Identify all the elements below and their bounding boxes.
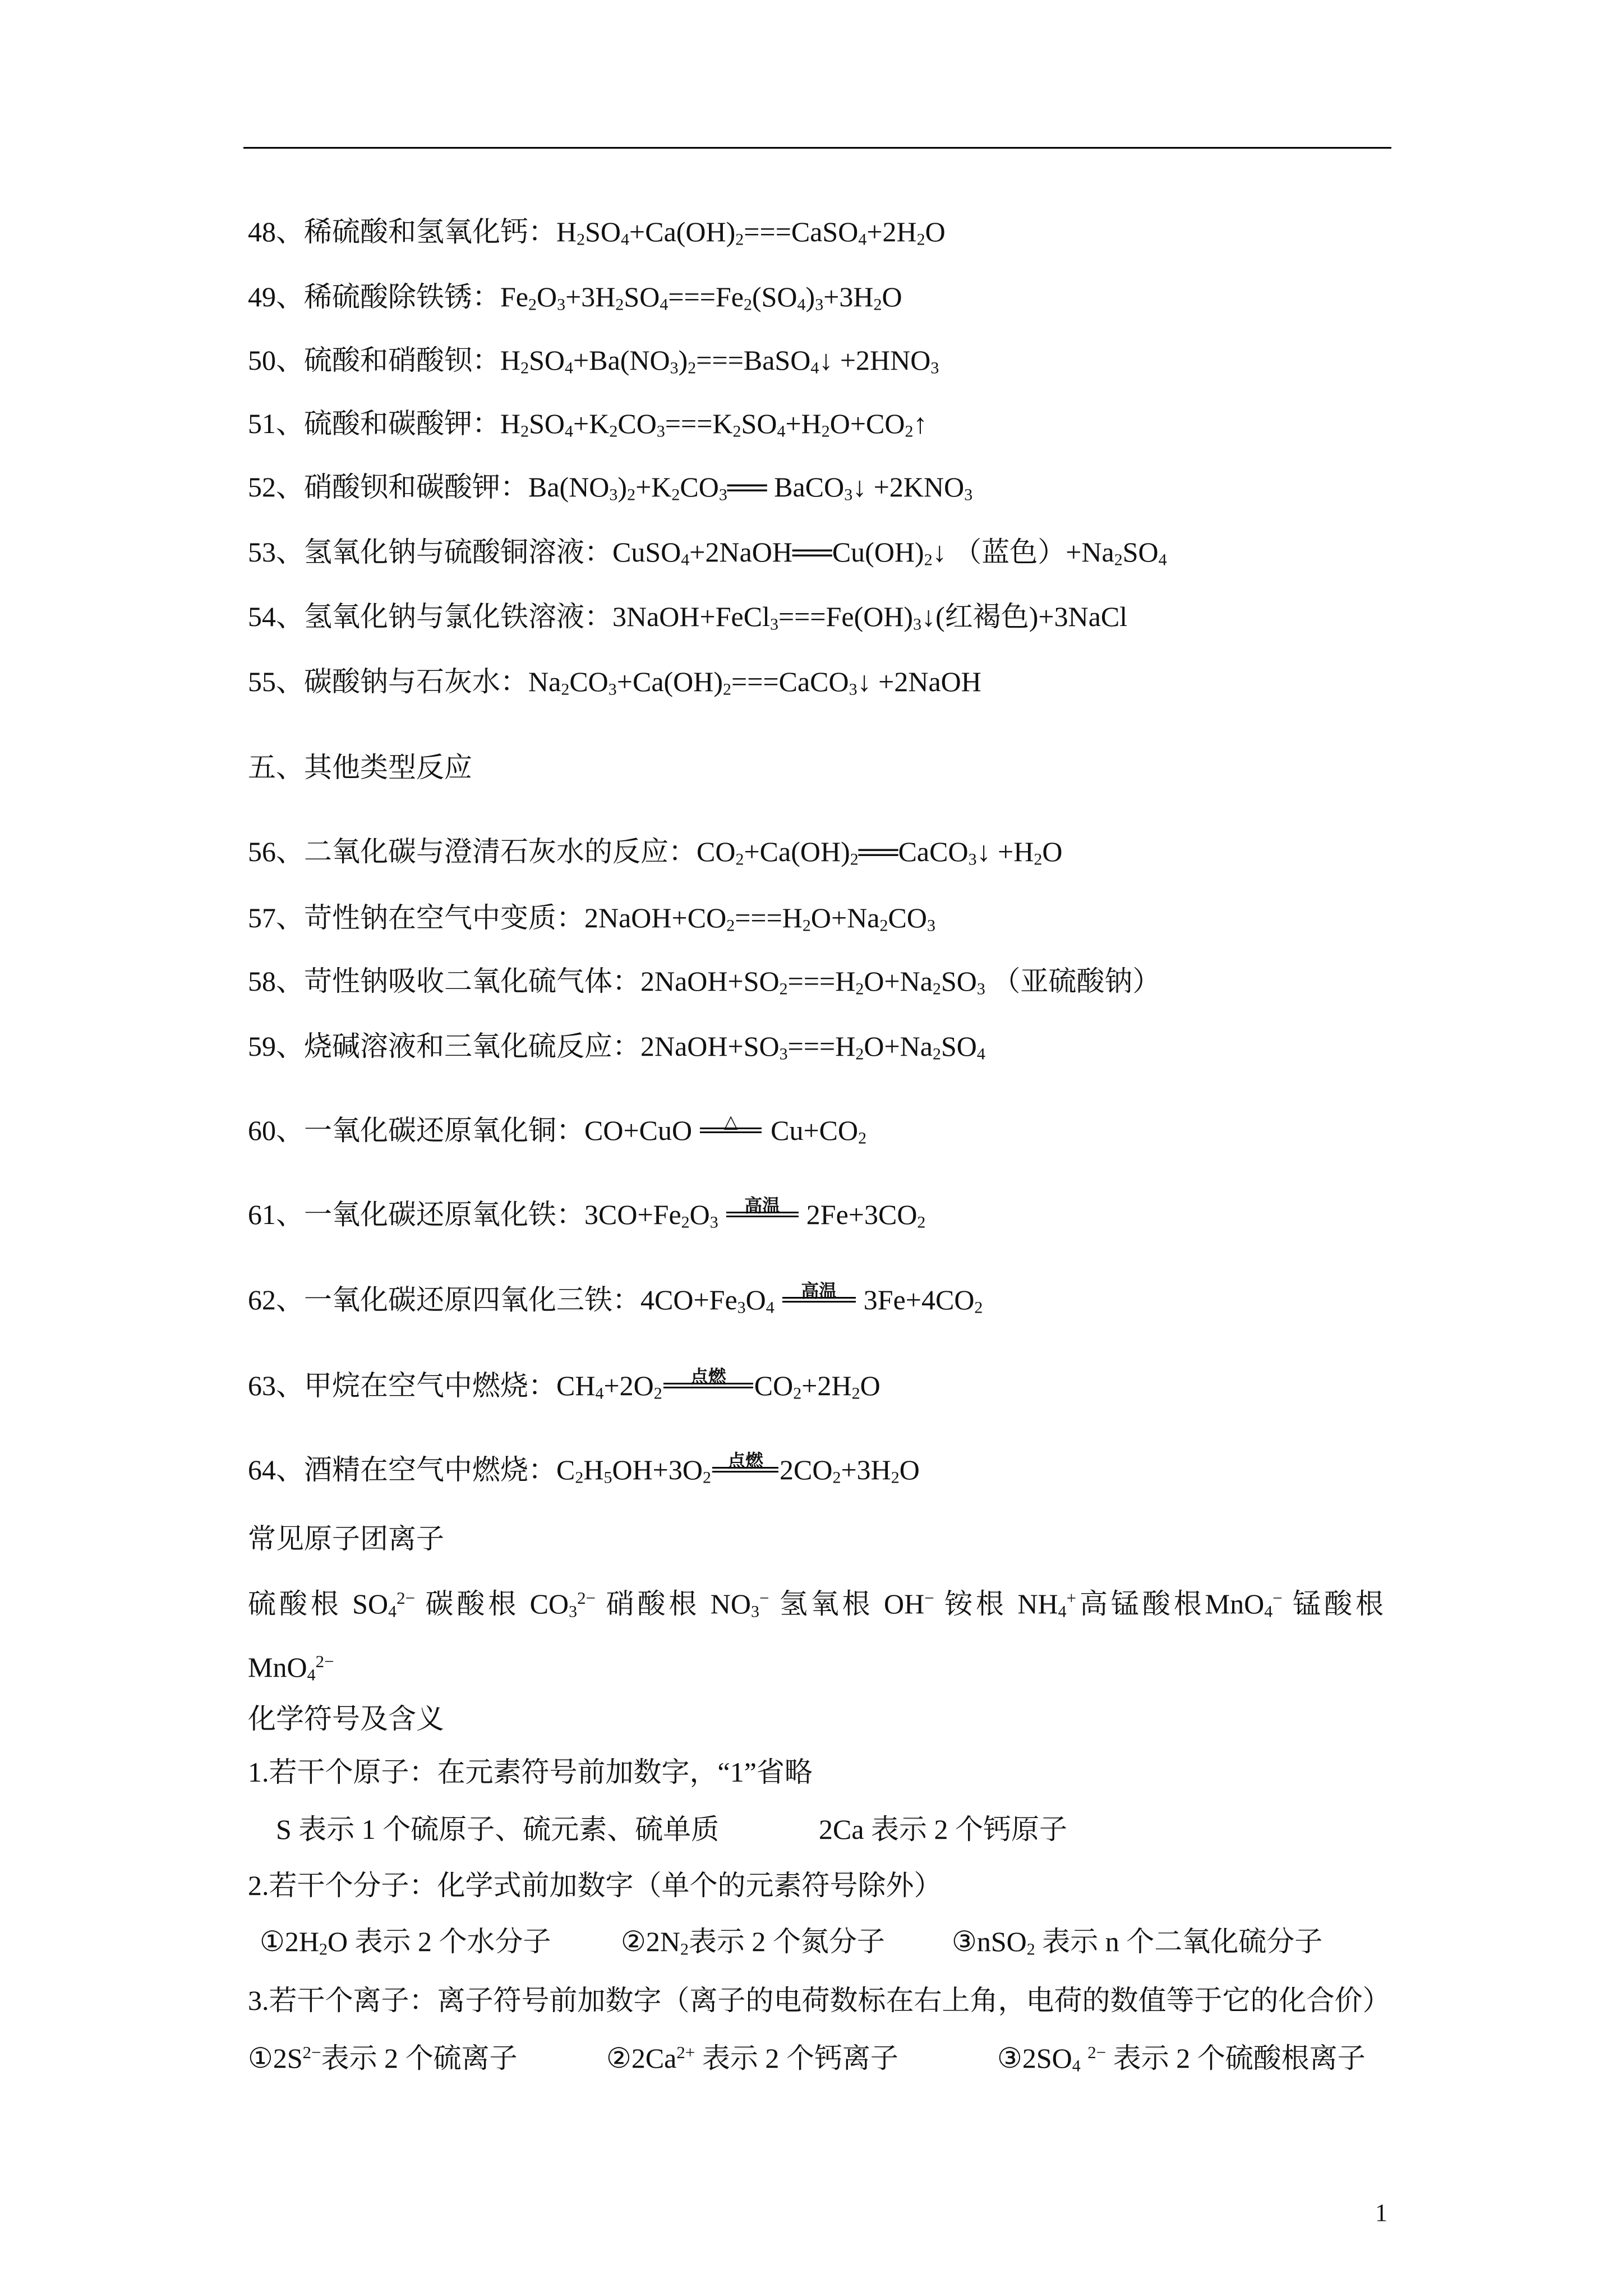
subscript: 3	[926, 916, 935, 935]
subscript: 2	[858, 1129, 867, 1148]
subscript: 2	[917, 1213, 926, 1232]
text-run: O+Na	[810, 902, 880, 933]
subscript: 2	[743, 295, 752, 314]
subscript: 2	[735, 230, 744, 249]
text-run: +2H	[801, 1370, 852, 1401]
text-run: ===CaCO	[731, 666, 849, 697]
text-run: 硫酸根 SO	[248, 1588, 389, 1619]
equals-double-line	[700, 1128, 762, 1133]
text-run: 52、硝酸钡和碳酸钾：Ba(NO	[248, 471, 610, 503]
subscript: 4	[565, 358, 574, 378]
subscript: 2	[802, 916, 811, 935]
subscript: 2	[680, 1940, 689, 1959]
subscript: 4	[766, 1298, 774, 1317]
text-run: +Ca(OH)	[629, 216, 736, 247]
reaction-57	[248, 901, 935, 935]
text-run: O 表示 2 个水分子	[327, 1926, 551, 1957]
molecules-example-1	[260, 1925, 551, 1958]
reaction-59	[248, 1029, 985, 1063]
reaction-condition	[663, 1367, 753, 1395]
subscript: 3	[968, 850, 977, 869]
subscript: 2	[850, 850, 859, 869]
subscript: 3	[656, 422, 665, 441]
text-run: SO	[585, 216, 621, 247]
subscript: 2	[319, 1940, 328, 1959]
text-run: 高锰酸根MnO	[1076, 1588, 1265, 1619]
subscript: 2	[575, 1468, 584, 1487]
subscript: 4	[858, 230, 867, 249]
subscript: 2	[726, 916, 735, 935]
subscript: 2	[851, 1384, 860, 1403]
text-run: Cu+CO	[771, 1115, 859, 1146]
subscript: 2	[609, 422, 618, 441]
text-run: SO	[940, 1030, 977, 1062]
text-run: CO	[680, 471, 719, 503]
text-run: ===Fe(OH)	[778, 601, 914, 632]
text-run: 51、硫酸和碳酸钾：H	[248, 408, 521, 439]
ions-rule: 3.若干个离子：离子符号前加数字（离子的电荷数标在右上角，电荷的数值等于它的化合价）	[248, 1985, 1391, 2016]
text-run: +Ca(OH)	[616, 666, 723, 697]
reaction-56	[248, 835, 1063, 868]
subscript: 4	[1264, 1602, 1273, 1621]
subscript: 3	[849, 680, 857, 699]
subscript: 2	[615, 295, 624, 314]
condition-text: 高温	[744, 1195, 781, 1217]
text-run: 氢氧根 OH	[769, 1588, 925, 1619]
subscript: 2	[924, 550, 933, 569]
text-run: 表示 2 个硫酸根离子	[1106, 2042, 1366, 2074]
subscript: 3	[815, 295, 824, 314]
text-run: +K	[635, 471, 672, 503]
subscript: 2	[891, 1468, 900, 1487]
ion-list-continued	[248, 1650, 334, 1684]
ions-example-1	[248, 2041, 518, 2075]
reaction-61	[248, 1196, 925, 1230]
text-run: ↓ （蓝色）+Na	[932, 536, 1114, 568]
reaction-62	[248, 1281, 983, 1315]
text-run: )	[678, 344, 688, 376]
text-run: +K	[573, 408, 610, 439]
text-run: ↑	[913, 408, 928, 439]
ion-list	[248, 1587, 1384, 1621]
equals-double-line	[726, 1212, 799, 1217]
subscript: 3	[779, 1045, 788, 1064]
text-run: 48、稀硫酸和氢氧化钙：H	[248, 216, 577, 247]
text-run: ②2N	[621, 1926, 680, 1957]
text-run: ③nSO	[952, 1926, 1027, 1957]
superscript: 2−	[315, 1651, 334, 1671]
text-run: CO	[569, 666, 608, 697]
subscript: 4	[565, 422, 574, 441]
equals-double-line	[663, 1383, 753, 1388]
text-run: ↓ +H	[976, 836, 1034, 867]
text-run: ===H	[735, 902, 803, 933]
text-run: 硝酸根 NO	[596, 1588, 751, 1619]
text-run: 62、一氧化碳还原四氧化三铁：4CO+Fe	[248, 1284, 737, 1315]
text-run: O	[925, 216, 946, 247]
subscript: 3	[557, 295, 566, 314]
text-run: 表示 2 个硫离子	[321, 2042, 518, 2074]
text-run: ②2Ca	[606, 2042, 677, 2074]
subscript: 4	[976, 1045, 985, 1064]
subscript: 4	[797, 295, 806, 314]
superscript: 2+	[676, 2042, 695, 2062]
atoms-example-2: 2Ca 表示 2 个钙原子	[819, 1814, 1068, 1845]
text-run: ===H	[787, 965, 856, 997]
atoms-rule: 1.若干个原子：在元素符号前加数字，“1”省略	[248, 1756, 813, 1788]
text-run: CO	[617, 408, 657, 439]
text-run: （亚硫酸钠）	[985, 965, 1161, 997]
subscript: 2	[905, 422, 914, 441]
text-run: SO	[940, 965, 977, 997]
text-run: O	[537, 281, 557, 312]
subscript: 5	[603, 1468, 612, 1487]
text-run: ↓(红褐色)+3NaCl	[921, 601, 1128, 632]
text-run: CO	[888, 902, 927, 933]
text-run: SO	[1122, 536, 1159, 568]
subscript: 3	[769, 615, 778, 634]
reaction-49	[248, 280, 902, 314]
text-run: O	[1042, 836, 1063, 867]
subscript: 2	[735, 850, 744, 869]
symbols-heading: 化学符号及含义	[248, 1703, 444, 1734]
reaction-condition	[700, 1112, 762, 1140]
subscript: 3	[670, 358, 679, 378]
subscript: 2	[703, 1468, 711, 1487]
subscript: 3	[913, 615, 922, 634]
text-run: +3H	[823, 281, 874, 312]
text-run: 3Fe+4CO	[863, 1284, 975, 1315]
text-run: O	[860, 1370, 880, 1401]
text-run: ===BaSO	[696, 344, 811, 376]
text-run: +H	[785, 408, 822, 439]
text-run: ══CaCO	[858, 836, 969, 867]
superscript: −	[759, 1588, 769, 1608]
subscript: 2	[779, 979, 788, 999]
text-run: 2Fe+3CO	[806, 1199, 917, 1230]
superscript: 2−	[577, 1588, 596, 1608]
text-run: 锰酸根	[1282, 1588, 1384, 1619]
subscript: 2	[520, 422, 529, 441]
reaction-54	[248, 600, 1127, 633]
text-run: +3H	[841, 1454, 891, 1485]
subscript: 2	[932, 1045, 941, 1064]
subscript: 4	[1072, 2056, 1081, 2076]
subscript: 4	[388, 1602, 397, 1621]
superscript: 2−	[396, 1588, 416, 1608]
reaction-53	[248, 535, 1167, 569]
subscript: 4	[307, 1665, 316, 1685]
text-run: ===Fe	[668, 281, 744, 312]
ions-heading: 常见原子团离子	[248, 1523, 444, 1554]
subscript: 2	[832, 1468, 841, 1487]
subscript: 2	[528, 295, 537, 314]
text-run: SO	[741, 408, 777, 439]
reaction-51	[248, 407, 928, 440]
text-run: 55、碳酸钠与石灰水：Na	[248, 666, 561, 697]
equals-double-line	[712, 1467, 778, 1473]
reaction-48	[248, 215, 946, 249]
text-run: 63、甲烷在空气中燃烧：CH	[248, 1370, 596, 1401]
subscript: 2	[974, 1298, 983, 1317]
superscript: −	[924, 1588, 934, 1608]
subscript: 2	[671, 485, 680, 504]
text-run: 61、一氧化碳还原氧化铁：3CO+Fe	[248, 1199, 681, 1230]
text-run: 表示 2 个氮分子	[688, 1926, 885, 1957]
text-run: ①2S	[248, 2042, 303, 2074]
text-run: CO	[754, 1370, 794, 1401]
subscript: 2	[932, 979, 941, 999]
text-run: ③2SO	[997, 2042, 1072, 2074]
text-run: 57、苛性钠在空气中变质：2NaOH+CO	[248, 902, 727, 933]
text-run: 铵根 NH	[934, 1588, 1058, 1619]
text-run: ===CaSO	[744, 216, 859, 247]
text-run: ①2H	[260, 1926, 319, 1957]
page-number: 1	[1375, 2199, 1387, 2226]
subscript: 3	[609, 485, 618, 504]
condition-text: 点燃	[690, 1366, 726, 1388]
subscript: 3	[844, 485, 853, 504]
subscript: 2	[688, 358, 697, 378]
subscript: 2	[855, 979, 864, 999]
text-run: ↓ +2NaOH	[857, 666, 981, 697]
text-run: (SO	[751, 281, 797, 312]
subscript: 2	[1114, 550, 1123, 569]
text-run: 59、烧碱溶液和三氧化硫反应：2NaOH+SO	[248, 1030, 780, 1062]
subscript: 3	[750, 1602, 759, 1621]
text-run: SO	[529, 344, 565, 376]
superscript: −	[1272, 1588, 1283, 1608]
reaction-55	[248, 665, 981, 698]
text-run: O	[899, 1454, 920, 1485]
text-run: O	[745, 1284, 766, 1315]
superscript: 2−	[302, 2042, 321, 2062]
text-run: O	[882, 281, 902, 312]
text-run: O+Na	[864, 1030, 933, 1062]
subscript: 2	[855, 1045, 864, 1064]
subscript: 2	[879, 916, 888, 935]
text-run: 60、一氧化碳还原氧化铜：CO+CuO	[248, 1115, 693, 1146]
condition-text: 高温	[801, 1280, 837, 1302]
atoms-example-1: S 表示 1 个硫原子、硫元素、硫单质	[276, 1814, 720, 1845]
text-run: SO	[529, 408, 565, 439]
text-run: 58、苛性钠吸收二氧化硫气体：2NaOH+SO	[248, 965, 780, 997]
superscript: +	[1066, 1588, 1077, 1608]
subscript: 3	[976, 979, 985, 999]
text-run: 2CO	[780, 1454, 833, 1485]
subscript: 4	[810, 358, 819, 378]
text-run: OH+3O	[612, 1454, 703, 1485]
subscript: 3	[709, 1213, 718, 1232]
molecules-example-3	[952, 1925, 1322, 1958]
subscript: 4	[777, 422, 786, 441]
subscript: 4	[621, 230, 630, 249]
equals-double-line	[782, 1297, 856, 1303]
subscript: 3	[569, 1602, 578, 1621]
reaction-condition	[712, 1451, 778, 1479]
text-run: +2H	[866, 216, 917, 247]
text-run: 53、氢氧化钠与硫酸铜溶液：CuSO	[248, 536, 681, 568]
subscript: 2	[916, 230, 925, 249]
subscript: 2	[627, 485, 636, 504]
subscript: 2	[561, 680, 570, 699]
superscript: 2−	[1087, 2042, 1106, 2062]
subscript: 3	[964, 485, 973, 504]
subscript: 2	[821, 422, 830, 441]
subscript: 3	[718, 485, 727, 504]
subscript: 2	[1034, 850, 1043, 869]
text-run: 碳酸根 CO	[415, 1588, 569, 1619]
condition-text: △	[723, 1111, 738, 1133]
text-run: ===H	[787, 1030, 856, 1062]
section-heading: 五、其他类型反应	[248, 752, 472, 783]
ions-example-3	[997, 2041, 1366, 2075]
text-run: O+Na	[864, 965, 933, 997]
subscript: 2	[577, 230, 585, 249]
header-rule	[243, 147, 1391, 149]
molecules-rule: 2.若干个分子：化学式前加数字（单个的元素符号除外）	[248, 1870, 942, 1901]
text-run: ══ BaCO	[727, 471, 845, 503]
condition-text: 点燃	[727, 1450, 763, 1472]
text-run: SO	[624, 281, 660, 312]
text-run: )	[617, 471, 628, 503]
text-run: 54、氢氧化钠与氯化铁溶液：3NaOH+FeCl	[248, 601, 770, 632]
subscript: 2	[1026, 1940, 1035, 1959]
text-run: ↓ +2HNO	[819, 344, 931, 376]
text-run: MnO	[248, 1651, 307, 1683]
subscript: 4	[681, 550, 690, 569]
text-run: +Ba(NO	[573, 344, 670, 376]
text-run: 56、二氧化碳与澄清石灰水的反应：CO	[248, 836, 736, 867]
reaction-63	[248, 1367, 880, 1401]
reaction-52	[248, 470, 972, 504]
reaction-64	[248, 1451, 920, 1485]
text-run: 50、硫酸和硝酸钡：H	[248, 344, 521, 376]
text-run	[1081, 2042, 1088, 2074]
subscript: 2	[653, 1384, 662, 1403]
text-run: +2O	[603, 1370, 654, 1401]
subscript: 2	[873, 295, 882, 314]
subscript: 3	[608, 680, 617, 699]
reaction-condition	[726, 1196, 799, 1224]
subscript: 4	[660, 295, 668, 314]
subscript: 4	[1158, 550, 1167, 569]
reaction-50	[248, 343, 939, 377]
subscript: 2	[793, 1384, 802, 1403]
text-run: 64、酒精在空气中燃烧：C	[248, 1454, 575, 1485]
reaction-58	[248, 964, 1160, 998]
text-run: 表示 n 个二氧化硫分子	[1035, 1926, 1323, 1957]
subscript: 2	[520, 358, 529, 378]
molecules-example-2	[621, 1925, 885, 1958]
reaction-condition	[782, 1281, 856, 1309]
subscript: 4	[595, 1384, 604, 1403]
text-run: ↓ +2KNO	[852, 471, 965, 503]
text-run: O	[689, 1199, 710, 1230]
subscript: 4	[1058, 1602, 1067, 1621]
text-run: +2NaOH══Cu(OH)	[689, 536, 924, 568]
text-run: )	[805, 281, 815, 312]
text-run: 49、稀硫酸除铁锈：Fe	[248, 281, 528, 312]
reaction-60	[248, 1111, 867, 1148]
subscript: 2	[732, 422, 741, 441]
text-run: ===K	[665, 408, 733, 439]
subscript: 2	[723, 680, 732, 699]
subscript: 3	[737, 1298, 746, 1317]
text-run: O+CO	[829, 408, 905, 439]
subscript: 2	[681, 1213, 690, 1232]
subscript: 3	[930, 358, 939, 378]
text-run: +3H	[565, 281, 616, 312]
text-run: 表示 2 个钙离子	[695, 2042, 898, 2074]
text-run: H	[583, 1454, 604, 1485]
ions-example-2	[606, 2041, 898, 2075]
text-run: +Ca(OH)	[744, 836, 850, 867]
